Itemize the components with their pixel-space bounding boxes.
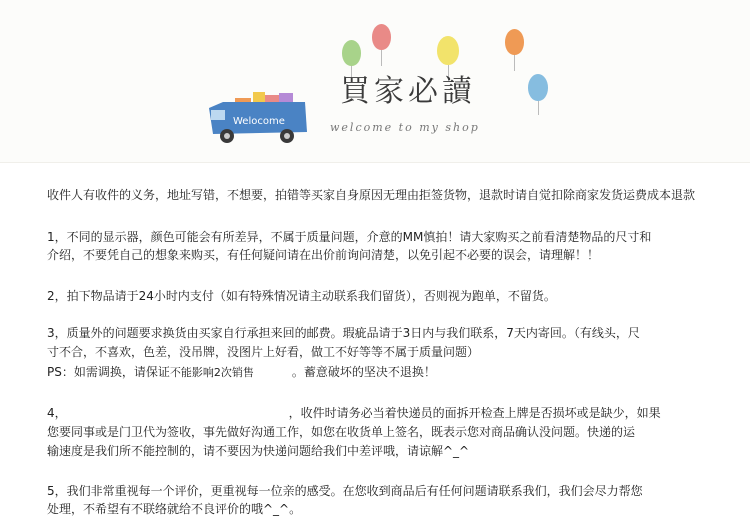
item-3-line-2: 寸不合，不喜欢，色差，没吊牌，没图片上好看，做工不好等等不属于质量问题） [47, 345, 480, 359]
page-subtitle: welcome to my shop [330, 121, 480, 134]
yellow-balloon-icon [437, 36, 459, 65]
header-banner [0, 0, 750, 163]
balloon-string [381, 50, 382, 66]
balloon-string [538, 101, 539, 115]
balloon-string [514, 55, 515, 71]
item-1-line-1: 1，不同的显示器，颜色可能会有所差异，不属于质量问题，介意的MM慎拍！请大家购买之前看清楚物品的尺寸和 [47, 230, 652, 244]
pink-balloon-icon [372, 24, 391, 50]
item-5-line-2: 处理，不希望有不联络就给不良评价的哦^_^。 [47, 502, 302, 516]
item-4-line-2: 您要同事或是门卫代为签收，事先做好沟通工作，如您在收货单上签名，既表示您对商品确认没问题。快递的运 [47, 425, 636, 439]
ps-line [47, 363, 436, 382]
item-3-line-1: 3，质量外的问题要求换货由买家自行承担来回的邮费。瑕疵品请于3日内与我们联系，7天内寄回。（有线头，尺 [47, 326, 640, 340]
orange-balloon-icon [505, 29, 524, 55]
ps-highlight: 不能影响2次销售 [169, 366, 254, 379]
item-4-prefix: 4， [47, 406, 67, 420]
item-4-text: ，收件时请务必当着快递员的面拆开检查上牌是否损坏或是缺少，如果 [288, 406, 661, 420]
truck-label: Welocome [233, 116, 285, 127]
intro-text: 收件人有收件的义务，地址写错，不想要，拍错等买家自身原因无理由拒签货物，退款时请自觉扣除商家发货运费成本退款 [47, 188, 696, 202]
item-2-text: 2，拍下物品请于24小时内支付（如有特殊情况请主动联系我们留货），否则视为跑单，不留货。 [47, 289, 556, 303]
item-4-line-3: 输速度是我们所不能控制的，请不要因为快递问题给我们中差评哦，请谅解^_^ [47, 444, 470, 458]
item-5-line-1: 5，我们非常重视每一个评价，更重视每一位亲的感受。在您收到商品后有任何问题请联系我们，我们会尽力帮您 [47, 484, 643, 498]
delivery-truck-icon [205, 88, 315, 148]
ps-prefix: PS：如需调换，请保证 [47, 365, 170, 379]
item-1-line-2: 介绍，不要凭自己的想象来购买，有任何疑问请在出价前询问清楚，以免引起不必要的误会，请理解！！ [47, 248, 600, 262]
ps-suffix: 。蓄意破坏的坚决不退换！ [291, 365, 436, 379]
blue-balloon-icon [528, 74, 548, 101]
item-4-line-1 [47, 404, 661, 422]
page-title: 買家必讀 [340, 74, 476, 109]
green-balloon-icon [342, 40, 361, 66]
